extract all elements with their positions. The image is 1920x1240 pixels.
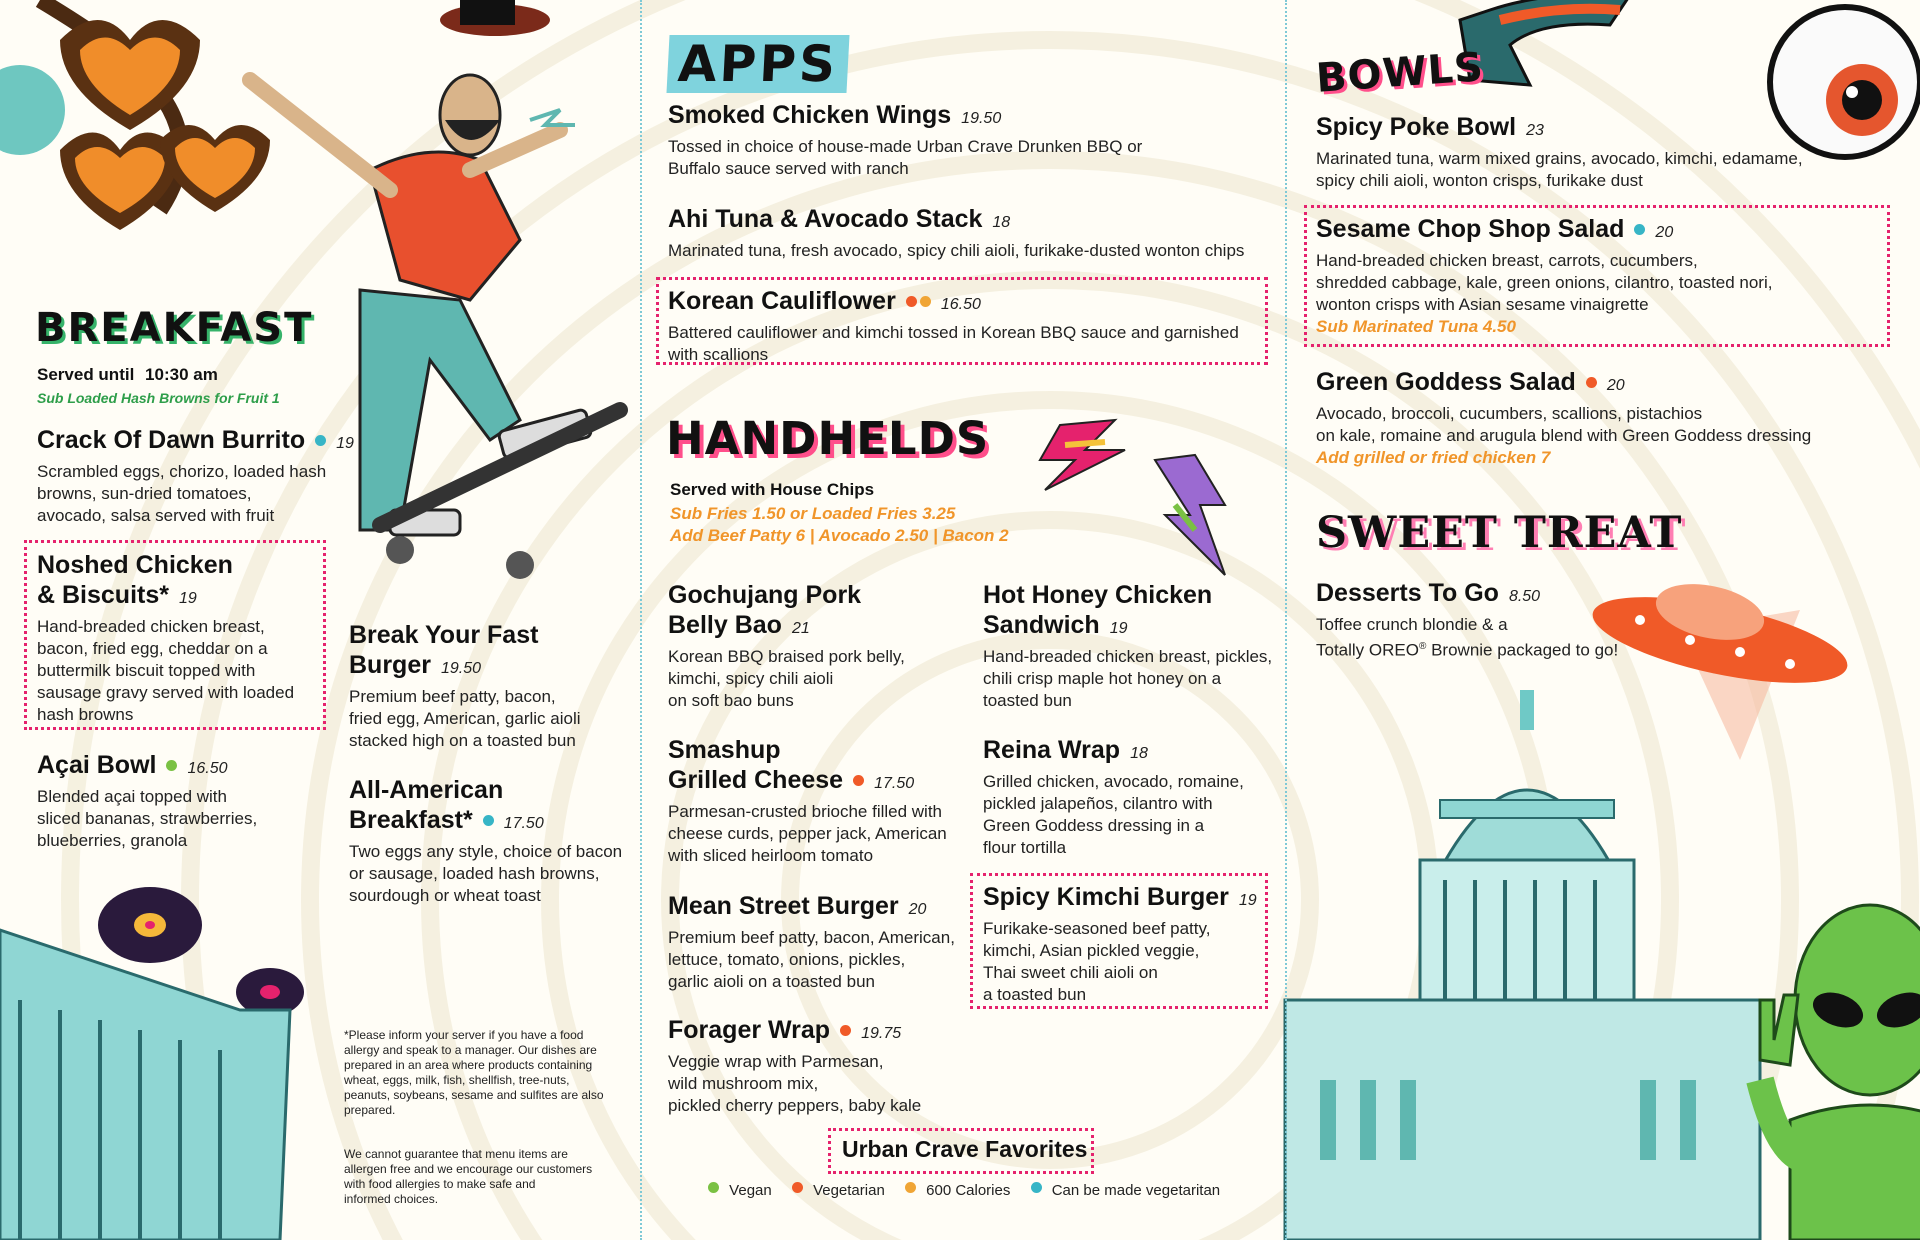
- item-desc-line: Korean BBQ braised pork belly,: [668, 647, 905, 666]
- breakfast-sub-note: Sub Loaded Hash Browns for Fruit 1: [37, 390, 280, 406]
- item-name-line: Gochujang Pork: [668, 581, 862, 609]
- item-name-line: & Biscuits*: [37, 581, 169, 609]
- item-desc-line: Hand-breaded chicken breast,: [37, 617, 265, 636]
- item-name: Sesame Chop Shop Salad: [1316, 215, 1625, 243]
- menu-item: [37, 425, 354, 527]
- calories-dot: [920, 296, 931, 307]
- item-desc-line: kimchi, spicy chili aioli: [668, 669, 834, 688]
- menu-item: [349, 775, 622, 907]
- item-name: Mean Street Burger: [668, 892, 899, 920]
- item-name-line: Hot Honey Chicken: [983, 581, 1213, 609]
- item-price: 17.50: [503, 815, 544, 832]
- item-desc-line: Battered cauliflower and kimchi tossed in Korean BBQ sauce and garnished: [668, 323, 1239, 342]
- item-name-line: Belly Bao: [668, 611, 782, 639]
- vegetarian-dot: [906, 296, 917, 307]
- can-be-vegetarian-dot: [315, 435, 326, 446]
- item-price: 18: [992, 214, 1011, 231]
- item-note: Add grilled or fried chicken 7: [1316, 448, 1551, 467]
- item-name: Spicy Poke Bowl: [1316, 113, 1517, 141]
- breakfast-served-note: [37, 365, 218, 385]
- item-desc-line: Premium beef patty, bacon, American,: [668, 928, 955, 947]
- item-note: Sub Marinated Tuna 4.50: [1316, 317, 1516, 336]
- menu-item: [668, 891, 955, 993]
- vegan-dot: [708, 1182, 719, 1193]
- registered-mark: ®: [1418, 641, 1427, 652]
- item-desc-line: Toffee crunch blondie & a: [1316, 615, 1508, 634]
- hearts-swirl-art: [0, 0, 270, 230]
- served-until-time: 10:30 am: [145, 365, 218, 384]
- item-price: 23: [1526, 122, 1544, 139]
- item-name: Spicy Kimchi Burger: [983, 883, 1229, 911]
- desc-text: Brownie packaged to go!: [1426, 640, 1619, 660]
- diet-legend: [708, 1182, 1220, 1199]
- vegetarian-dot: [1586, 377, 1597, 388]
- arrow-art: [1460, 0, 1630, 85]
- can-be-vegetarian-dot: [1634, 224, 1645, 235]
- menu-item: [668, 286, 1239, 366]
- item-price: 19: [1109, 620, 1128, 637]
- item-desc-line: blueberries, granola: [37, 831, 188, 850]
- legend-vegan: Vegan: [729, 1182, 772, 1199]
- menu-item: [983, 580, 1272, 712]
- menu-item: [1316, 367, 1811, 469]
- item-desc-line: or sausage, loaded hash browns,: [349, 864, 600, 883]
- handhelds-add-note: Add Beef Patty 6 | Avocado 2.50 | Bacon 2: [670, 526, 1009, 545]
- sweet-treat-heading: SWEET TREAT: [1316, 508, 1683, 558]
- capitol-building-art: [1285, 690, 1760, 1240]
- item-price: 19.50: [440, 660, 482, 677]
- item-price: 16.50: [940, 296, 981, 313]
- item-desc-line: stacked high on a toasted bun: [349, 731, 576, 750]
- item-desc-line: cheese curds, pepper jack, American: [668, 824, 947, 843]
- allergy-disclaimer: [344, 1028, 624, 1118]
- vegan-dot: [166, 760, 177, 771]
- item-name-line: Break Your Fast: [349, 621, 539, 649]
- favorites-legend-title: Urban Crave Favorites: [842, 1136, 1088, 1162]
- item-desc-line: Avocado, broccoli, cucumbers, scallions, pistachios: [1316, 404, 1703, 423]
- disclaimer-line: peanuts, soybeans, sesame and sulfites are also: [344, 1088, 604, 1102]
- disclaimer-line: informed choices.: [344, 1192, 439, 1206]
- item-name-line: Breakfast*: [349, 806, 473, 834]
- item-price: 19: [178, 590, 197, 607]
- menu-item: [668, 735, 947, 867]
- item-desc-line: wild mushroom mix,: [668, 1074, 819, 1093]
- disclaimer-line: allergy and speak to a manager. Our dishes are: [344, 1043, 597, 1057]
- item-desc-line: pickled jalapeños, cilantro with: [983, 794, 1213, 813]
- item-name: Reina Wrap: [983, 736, 1121, 764]
- item-price: 21: [791, 620, 810, 637]
- menu-item: [983, 882, 1257, 1006]
- menu-item: [668, 100, 1142, 180]
- menu-item: [349, 620, 581, 752]
- vegetarian-dot: [792, 1182, 803, 1193]
- item-desc-line: Green Goddess dressing in a: [983, 816, 1205, 835]
- item-desc-line: avocado, salsa served with fruit: [37, 506, 275, 525]
- legend-calories: 600 Calories: [926, 1182, 1011, 1199]
- item-desc-line: sausage gravy served with loaded: [37, 683, 295, 702]
- menu-item: [668, 204, 1244, 262]
- item-desc-line: wonton crisps with Asian sesame vinaigrette: [1316, 295, 1649, 314]
- item-desc-line: flour tortilla: [983, 838, 1067, 857]
- handhelds-served-note: Served with House Chips: [670, 480, 875, 499]
- disclaimer-line: *Please inform your server if you have a food: [344, 1028, 584, 1042]
- disclaimer-line: prepared in an area where products containing: [344, 1058, 593, 1072]
- menu-item: [983, 735, 1244, 859]
- item-desc-line: Two eggs any style, choice of bacon: [349, 842, 623, 861]
- item-desc-line: Hand-breaded chicken breast, pickles,: [983, 647, 1273, 666]
- item-price: 20: [1655, 224, 1674, 241]
- disclaimer-line: wheat, eggs, milk, fish, shellfish, tree-nuts,: [344, 1073, 570, 1087]
- menu-item: [668, 580, 905, 712]
- item-name-line: Grilled Cheese: [668, 766, 844, 794]
- item-desc-line: sliced bananas, strawberries,: [37, 809, 258, 828]
- item-name: Desserts To Go: [1316, 579, 1499, 607]
- menu-item: [37, 750, 257, 852]
- item-name: Crack Of Dawn Burrito: [37, 426, 306, 454]
- menu-item: [37, 550, 294, 726]
- disclaimer-line: with food allergies to make safe and: [344, 1177, 536, 1191]
- bowls-heading: BOWLS: [1314, 44, 1486, 102]
- item-desc-line: with scallions: [668, 345, 769, 364]
- disclaimer-line: We cannot guarantee that menu items are: [344, 1147, 568, 1161]
- vegetarian-dot: [840, 1025, 851, 1036]
- guarantee-disclaimer: [344, 1147, 624, 1207]
- handhelds-heading: HANDHELDS: [666, 412, 990, 465]
- item-name-line: Burger: [349, 651, 431, 679]
- item-name: Açai Bowl: [37, 751, 157, 779]
- item-desc-line: sourdough or wheat toast: [349, 886, 541, 905]
- item-desc-line: Grilled chicken, avocado, romaine,: [983, 772, 1244, 791]
- item-price: 16.50: [187, 760, 228, 777]
- item-price: 18: [1130, 745, 1148, 762]
- item-desc-line: on kale, romaine and arugula blend with Green Goddess dressing: [1316, 426, 1812, 445]
- menu-item: [1316, 112, 1803, 192]
- legend-vegetarian: Vegetarian: [813, 1182, 885, 1199]
- item-desc-line: Tossed in choice of house-made Urban Crave Drunken BBQ or: [668, 137, 1143, 156]
- item-desc-line: Hand-breaded chicken breast, carrots, cucumbers,: [1316, 251, 1698, 270]
- can-be-vegetarian-dot: [483, 815, 494, 826]
- served-until-label: Served until: [37, 365, 135, 384]
- item-name: Korean Cauliflower: [668, 287, 896, 315]
- item-desc-line: Scrambled eggs, chorizo, loaded hash: [37, 462, 327, 481]
- item-name-line: All-American: [349, 776, 504, 804]
- column-divider: [640, 0, 642, 1240]
- item-desc-line: with sliced heirloom tomato: [668, 846, 874, 865]
- calories-dot: [905, 1182, 916, 1193]
- item-desc-line: garlic aioli on a toasted bun: [668, 972, 875, 991]
- item-price: 8.50: [1508, 588, 1541, 605]
- item-desc-line: lettuce, tomato, onions, pickles,: [668, 950, 906, 969]
- item-price: 20: [1606, 377, 1625, 394]
- item-name-line: Noshed Chicken: [37, 551, 233, 579]
- item-desc-line: Buffalo sauce served with ranch: [668, 159, 909, 178]
- legend-can-be: Can be made vegetaritan: [1051, 1182, 1221, 1199]
- menu-item: [668, 1015, 921, 1117]
- item-desc-line: bacon, fried egg, cheddar on a: [37, 639, 268, 658]
- item-desc-line: pickled cherry peppers, baby kale: [668, 1096, 922, 1115]
- menu-item: [1316, 578, 1618, 662]
- item-name-line: Smashup: [668, 736, 781, 764]
- disclaimer-line: prepared.: [344, 1103, 396, 1117]
- can-be-vegetarian-dot: [1031, 1182, 1042, 1193]
- item-price: 19.75: [861, 1025, 902, 1042]
- item-desc-line: chili crisp maple hot honey on a: [983, 669, 1222, 688]
- item-desc-line: Veggie wrap with Parmesan,: [668, 1052, 884, 1071]
- item-desc-line: spicy chili aioli, wonton crisps, furikake dust: [1316, 171, 1643, 190]
- item-desc-line: Marinated tuna, warm mixed grains, avocado, kimchi, edamame,: [1316, 149, 1803, 168]
- item-desc-line: toasted bun: [983, 691, 1072, 710]
- item-desc-line: Marinated tuna, fresh avocado, spicy chili aioli, furikake-dusted wonton chips: [668, 241, 1245, 260]
- item-price: 20: [908, 901, 927, 918]
- item-desc-line: a toasted bun: [983, 985, 1087, 1004]
- disclaimer-line: allergen free and we encourage our customers: [344, 1162, 593, 1176]
- item-desc-line: buttermilk biscuit topped with: [37, 661, 256, 680]
- item-price: 19.50: [961, 110, 1002, 127]
- vegetarian-dot: [853, 775, 864, 786]
- item-desc-line: [1316, 636, 1618, 662]
- item-name: Forager Wrap: [668, 1016, 831, 1044]
- item-desc-line: hash browns: [37, 705, 134, 724]
- item-desc-line: Thai sweet chili aioli on: [983, 963, 1158, 982]
- item-desc-line: Furikake-seasoned beef patty,: [983, 919, 1211, 938]
- item-name-line: Sandwich: [983, 611, 1100, 639]
- desc-text: Totally OREO: [1316, 640, 1419, 660]
- item-name: Green Goddess Salad: [1316, 368, 1576, 396]
- item-desc-line: Blended açai topped with: [37, 787, 227, 806]
- item-desc-line: Parmesan-crusted brioche filled with: [668, 802, 943, 821]
- item-name: Smoked Chicken Wings: [668, 101, 952, 129]
- handhelds-sub-note: Sub Fries 1.50 or Loaded Fries 3.25: [670, 504, 956, 523]
- item-desc-line: kimchi, Asian pickled veggie,: [983, 941, 1200, 960]
- item-desc-line: browns, sun-dried tomatoes,: [37, 484, 252, 503]
- item-desc-line: fried egg, American, garlic aioli: [349, 709, 581, 728]
- item-name: Ahi Tuna & Avocado Stack: [668, 205, 983, 233]
- menu-item: [1316, 214, 1772, 338]
- item-price: 19: [336, 435, 354, 452]
- item-desc-line: Premium beef patty, bacon,: [349, 687, 556, 706]
- item-desc-line: shredded cabbage, kale, green onions, cilantro, toasted nori,: [1316, 273, 1773, 292]
- apps-heading: APPS: [666, 35, 849, 93]
- item-price: 19: [1238, 892, 1257, 909]
- breakfast-heading: BREAKFAST: [35, 305, 314, 351]
- item-price: 17.50: [874, 775, 915, 792]
- item-desc-line: on soft bao buns: [668, 691, 794, 710]
- column-divider: [1285, 0, 1287, 1240]
